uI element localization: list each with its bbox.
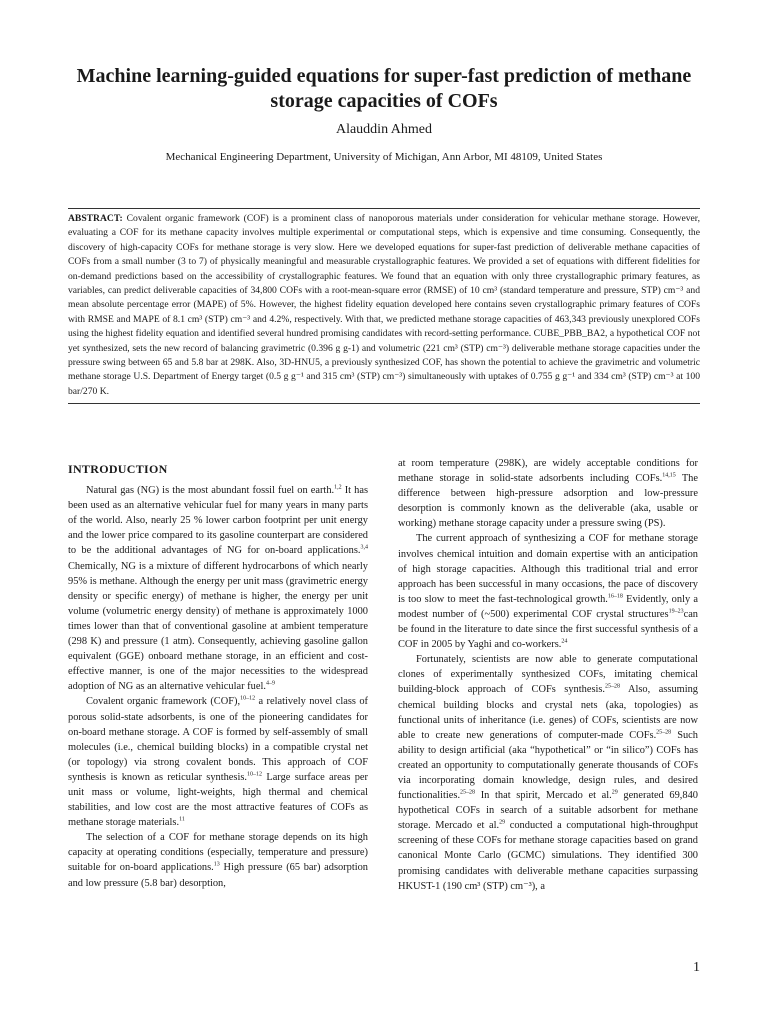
citation: 10–12 [240, 695, 256, 702]
citation: 29 [611, 789, 618, 796]
author-name: Alauddin Ahmed [335, 122, 433, 137]
abstract-label: ABSTRACT: [68, 213, 123, 224]
citation: 25–28 [605, 683, 621, 690]
section-heading-introduction: INTRODUCTION [68, 462, 168, 476]
page-number: 1 [693, 960, 700, 975]
citation: 10–12 [247, 771, 262, 778]
citation: 4–9 [265, 680, 275, 687]
paragraph: at room temperature (298K), are widely acceptable conditions for methane storage in solid-state adsorbents including COFs.$^{14,15}$ The difference between high-pressure adsorption and low-pressure desorption is commonly known as the deliverable (aka, usable or working) methane storage capacity under a pressure swing (PS). [398, 458, 698, 530]
paragraph: Natural gas (NG) is the most abundant fossil fuel on earth.$^{1,2}$ It has been used as an alternative vehicular fuel for many years in many parts of the world. Also, nearly 25 % lower carbon footprint per unit energy and the lower price compared to its gasoline counterpart are considered to be the additional advantages of NG for on-board applications.$^{3,4}$ Chemically, NG is a mixture of different hydrocarbons of which nearly 95% is methane. Although the energy per unit mass (gravimetric energy density or specific energy) of methane is higher, the energy per unit volume (volumetric energy density) of methane is approximately 1000 times lower than that of conventional gasoline at ambient temperature (298 K) and pressure (1 atm). Consequently, achieving gasoline gallon equivalent (GGE) onboard methane storage, in an efficient and cost-effective manner, is one of the major necessities to the widespread adoption of NG as an alternative vehicular fuel.$^{4-9}$ [68, 484, 368, 693]
paragraph: The current approach of synthesizing a COF for methane storage involves chemical intuition and domain expertise with an anticipation of high storage capacities. Although this traditional trial and error approach has been successful in many occasions, the pace of discovery is too slow to meet the fast-technological growth.$^{16-18}$ Evidently, only a modest number of (~500) experimental COF crystal structures$^{19-23}$can be found in the literature to date since the first successful synthesis of a COF in 2005 by Yaghi and co-workers.$^{24}$ [398, 533, 698, 651]
author-affiliation: Mechanical Engineering Department, University of Michigan, Ann Arbor, MI 48109, United States [165, 151, 603, 163]
paragraph: The selection of a COF for methane storage depends on its high capacity at operating conditions (especially, temperature and pressure) suitable for on-board applications.$^{13}$ High pressure (65 bar) adsorption and low pressure (5.8 bar) desorption, [68, 832, 368, 889]
citation: 1,2 [334, 484, 342, 491]
citation: 19–23 [668, 608, 684, 615]
citation: 14,15 [662, 472, 676, 479]
paragraph: Fortunately, scientists are now able to generate computational clones of experimentally synthesized COFs, imitating chemical building-block approach of COFs synthesis.$^{25-28}$ Also, assuming chemical building blocks and crystal nets (aka, topologies) as functional units of inheritance (i.e. genes) of COFs, scientists are now able to create new generations of computer-made COFs.$^{25-28}$ Such ability to design artificial (aka “hypothetical” or “in silico”) COFs has created an opportunity to computationally generate thousands of COFs via incorporating domain knowledge, design rules, and desired functionalities.$^{25-28}$ In that spirit, Mercado et al.$^{29}$ generated 69,840 hypothetical COFs in search of a suitable adsorbent for methane storage. Mercado et al.$^{29}$ conducted a computational high-throughput screening of these COFs for methane storage capacities based on grand canonical Monte Carlo (GCMC) simulations. They identified 300 promising candidates with deliverable methane capacities surpassing HKUST-1 (190 cm³ (STP) cm⁻³), a [398, 654, 698, 892]
citation: 29 [499, 819, 506, 826]
paragraph: Covalent organic framework (COF),$^{10-12}$ a relatively novel class of porous solid-state adsorbents, is one of the pioneering candidates for on-board methane storage. A COF is formed by self-assembly of small molecules (i.e., chemical building blocks) in a compatible crystal net (or topology) via strong covalent bonds. This approach of COF synthesis is known as reticular synthesis.$^{10-12}$ Large surface areas per unit mass or volume, light-weights, high thermal and chemical stabilities, and low cost are the most attractive features of COFs as methane storage materials.$^{11}$ [68, 695, 369, 829]
citation: 16–18 [607, 593, 623, 600]
citation: 24 [561, 638, 568, 645]
citation: 13 [213, 861, 220, 868]
abstract-section [68, 208, 700, 404]
citation: 25–28 [656, 729, 672, 736]
paper-title: Machine learning-guided equations for super-fast prediction of methane storage capacities of COFs [76, 65, 692, 112]
abstract-text: Covalent organic framework (COF) is a prominent class of nanoporous materials under consideration for vehicular methane storage. However, evaluating a COF for its methane capacity involves multiple experimental or computational steps, which is expensive and time consuming. Consequently, the discovery of high-capacity COFs for methane storage is very slow. Here we developed equations for super-fast prediction of deliverable methane capacities of COFs from a small number (3 to 7) of physically meaningful and measurable crystallographic features. We provided a set of equations with different fidelities for on-demand predictions based on the accessibility of crystallographic features. We found that an equation with only three crystallographic primary features, as variables, can predict deliverable capacities of 34,800 COFs with a root-mean-square error (RMSE) of 10 cm³ (standard temperature and pressure, STP) cm⁻³ and mean absolute percentage error (MAPE) of 5%. However, the highest fidelity equation developed here contains seven crystallographic primary features of COFs with RMSE and MAPE of 8.1 cm³ (STP) cm⁻³ and 4.2%, respectively. With that, we predicted methane storage capacities of 463,343 previously unexplored COFs using the highest fidelity equation and identified several hundred promising candidates with record-setting performance. CUBE_PBB_BA2, a hypothetical COF not yet synthesized, sets the new record of balancing gravimetric (0.396 g g-1) and volumetric (221 cm³ (STP) cm⁻³) deliverable methane storage capacities under the pressure swing between 65 and 5.8 bar at 298K. Also, 3D-HNU5, a previously synthesized COF, has shown the potential to achieve the gravimetric and volumetric methane storage U.S. Department of Energy target (0.5 g g⁻¹ and 315 cm³ (STP) cm⁻³) simultaneously with uptakes of 0.755 g g⁻¹ and 334 cm³ (STP) cm⁻³ at 100 bar/270 K. [68, 213, 700, 397]
right-column [398, 456, 698, 894]
citation: 11 [179, 816, 185, 823]
citation: 3,4 [360, 545, 368, 551]
abstract-paragraph [68, 212, 700, 399]
citation: 25–28 [460, 789, 476, 796]
left-column [68, 462, 368, 891]
